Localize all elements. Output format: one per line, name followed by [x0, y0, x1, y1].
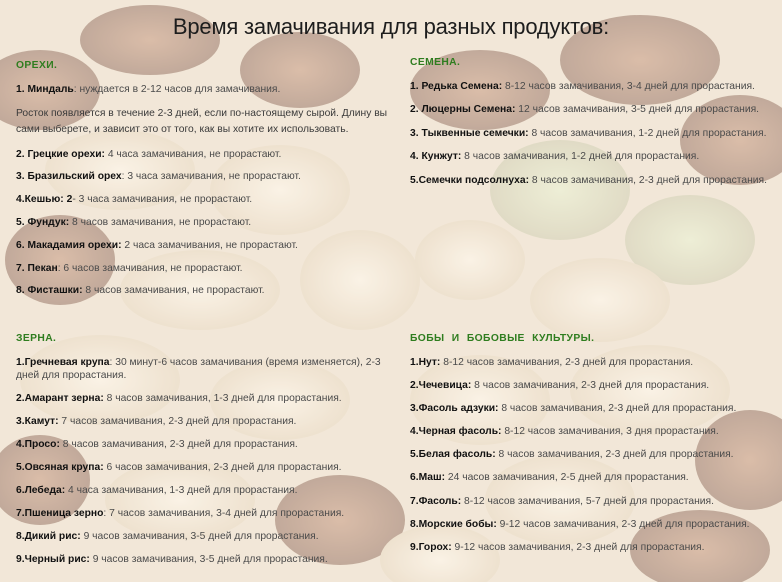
beans-item	[410, 518, 776, 531]
beans-item-name: 9.Горох:	[410, 541, 452, 553]
grains-item-text: 8 часов замачивания, 2-3 дней для прорастания.	[59, 439, 298, 450]
seeds-item-name: 1. Редька Семена:	[410, 81, 503, 92]
grains-item-name: 6.Лебеда:	[16, 485, 66, 496]
beans-item-name: 2.Чечевица:	[410, 380, 472, 392]
beans-item-text: 9-12 часов замачивания, 2-3 дней для прорастания.	[496, 518, 750, 530]
seeds-heading: СЕМЕНА.	[410, 57, 461, 68]
beans-item-text: 9-12 часов замачивания, 2-3 дней для прорастания.	[451, 541, 705, 553]
seeds-item-text: 8 часов замачивания, 1-2 дней для прорастания.	[461, 151, 700, 163]
beans-item-text: 8-12 часов замачивания, 3 дня прорастания.	[501, 426, 719, 438]
beans-item-name: 3.Фасоль адзуки:	[410, 403, 499, 415]
nuts-item-name: 6. Макадамия орехи:	[16, 239, 122, 251]
grains-item	[16, 392, 394, 405]
seeds-item-name: 5.Семечки подсолнуха:	[410, 174, 530, 186]
nuts-item	[16, 284, 394, 297]
beans-item-name: 7.Фасоль:	[410, 495, 462, 507]
seeds-item	[410, 80, 776, 93]
beans-item	[410, 471, 776, 484]
grains-item-text: : 7 часов замачивания, 3-4 дней для прорастания.	[103, 508, 345, 519]
seeds-item-name: 2. Люцерны Семена:	[410, 104, 516, 116]
beans-item	[410, 448, 776, 461]
beans-section	[410, 333, 776, 564]
beans-item-text: 8-12 часов замачивания, 2-3 дней для прорастания.	[440, 357, 694, 368]
seeds-item	[410, 150, 776, 163]
nuts-item	[16, 148, 394, 161]
grains-item-text: : 30 минут-6 часов замачивания (время изменяется), 2-3 дней для прорастания.	[16, 357, 381, 381]
beans-item-name: 5.Белая фасоль:	[410, 449, 496, 461]
beans-heading: БОБЫ И БОБОВЫЕ КУЛЬТУРЫ.	[410, 333, 595, 344]
nuts-item-text: : 6 часов замачивания, не прорастают.	[57, 262, 243, 274]
nuts-item-text: 8 часов замачивания, не прорастают.	[69, 216, 252, 228]
grains-item-text: 8 часов замачивания, 1-3 дней для прорастания.	[103, 393, 342, 404]
grains-item	[16, 461, 394, 474]
grains-item-text: 4 часа замачивания, 1-3 дней для прорастания.	[65, 485, 298, 496]
nuts-item-text: 4 часа замачивания, не прорастают.	[104, 148, 282, 160]
beans-item-text: 8 часов замачивания, 2-3 дней для прорастания.	[471, 380, 710, 392]
beans-item-text: 24 часов замачивания, 2-5 дней для прорастания.	[445, 472, 689, 484]
nuts-item-name: 4.Кешью: 2	[16, 194, 73, 206]
seeds-section	[410, 57, 776, 197]
beans-item-name: 4.Черная фасоль:	[410, 426, 502, 438]
grains-item-text: 7 часов замачивания, 2-3 дней для прорастания.	[58, 416, 297, 427]
nuts-item	[16, 83, 394, 96]
grains-item-name: 2.Амарант зерна:	[16, 393, 104, 404]
nuts-item-name: 5. Фундук:	[16, 216, 70, 228]
nuts-item-name: 3. Бразильский орех	[16, 171, 122, 183]
seeds-item	[410, 127, 776, 140]
beans-item-name: 8.Морские бобы:	[410, 518, 497, 530]
page-title: Время замачивания для разных продуктов:	[172, 14, 610, 39]
grains-item-name: 8.Дикий рис:	[16, 531, 81, 542]
beans-item-name: 6.Маш:	[410, 472, 446, 484]
beans-item	[410, 402, 776, 415]
nuts-item-text: - 3 часа замачивания, не прорастают.	[72, 194, 253, 206]
beans-item-name: 1.Нут:	[410, 357, 441, 368]
nuts-item-name: 8. Фисташки:	[16, 285, 83, 297]
nuts-item-name: 7. Пекан	[16, 262, 58, 274]
beans-item	[410, 356, 776, 369]
grains-item	[16, 415, 394, 428]
nuts-item	[16, 262, 394, 275]
nuts-item	[16, 170, 394, 183]
grains-item	[16, 438, 394, 451]
seeds-item-text: 12 часов замачивания, 3-5 дней для прорастания.	[515, 104, 760, 116]
grains-item	[16, 530, 394, 543]
nuts-item-text: 2 часа замачивания, не прорастают.	[121, 239, 298, 251]
beans-item-text: 8-12 часов замачивания, 5-7 дней для прорастания.	[461, 495, 714, 507]
grains-item-name: 7.Пшеница зерно	[16, 508, 104, 519]
nuts-item	[16, 216, 394, 229]
seeds-item-text: 8 часов замачивания, 2-3 дней для прорастания.	[529, 174, 767, 186]
grains-item-name: 5.Овсяная крупа:	[16, 462, 104, 473]
nuts-heading: ОРЕХИ.	[16, 60, 58, 71]
grains-item-text: 6 часов замачивания, 2-3 дней для прорастания.	[103, 462, 342, 473]
nuts-item	[16, 193, 394, 206]
beans-item	[410, 425, 776, 438]
grains-heading: ЗЕРНА.	[16, 333, 57, 344]
grains-item-text: 9 часов замачивания, 3-5 дней для прорастания.	[80, 531, 319, 542]
grains-item	[16, 553, 394, 566]
grains-item	[16, 484, 394, 497]
grains-item-name: 9.Черный рис:	[16, 554, 90, 565]
grains-item-name: 4.Просо:	[16, 439, 60, 450]
grains-item	[16, 507, 394, 520]
seeds-item-name: 4. Кунжут:	[410, 151, 462, 163]
nuts-item	[16, 239, 394, 252]
grains-section	[16, 333, 394, 576]
seeds-item	[410, 174, 776, 187]
nuts-item-name: 2. Грецкие орехи:	[16, 148, 105, 160]
grains-item-text: 9 часов замачивания, 3-5 дней для прорастания.	[89, 554, 328, 565]
grains-item	[16, 356, 394, 382]
seeds-item-name: 3. Тыквенные семечки:	[410, 127, 529, 139]
beans-item-text: 8 часов замачивания, 2-3 дней для прорастания.	[498, 403, 737, 415]
grains-item-name: 3.Камут:	[16, 416, 59, 427]
beans-item	[410, 495, 776, 508]
nuts-item-text: : 3 часа замачивания, не прорастают.	[121, 171, 301, 183]
nuts-item-text: 8 часов замачивания, не прорастают.	[82, 285, 265, 297]
grains-item-name: 1.Гречневая крупа	[16, 357, 110, 368]
seeds-item-text: 8-12 часов замачивания, 3-4 дней для прорастания.	[502, 81, 755, 92]
nuts-item-name: 1. Миндаль	[16, 84, 74, 95]
nuts-section	[16, 60, 394, 307]
seeds-item	[410, 103, 776, 116]
beans-item	[410, 541, 776, 554]
beans-item	[410, 379, 776, 392]
nuts-note: Росток появляется в течение 2-3 дней, если по-настоящему сырой. Длину вы сами выберете, и зависит это от того, как вы хотите их использовать.	[16, 107, 388, 135]
beans-item-text: 8 часов замачивания, 2-3 дней для прорастания.	[495, 449, 734, 461]
seeds-item-text: 8 часов замачивания, 1-2 дней для прорастания.	[528, 127, 767, 139]
nuts-item-text: : нуждается в 2-12 часов для замачивания.	[73, 84, 281, 95]
